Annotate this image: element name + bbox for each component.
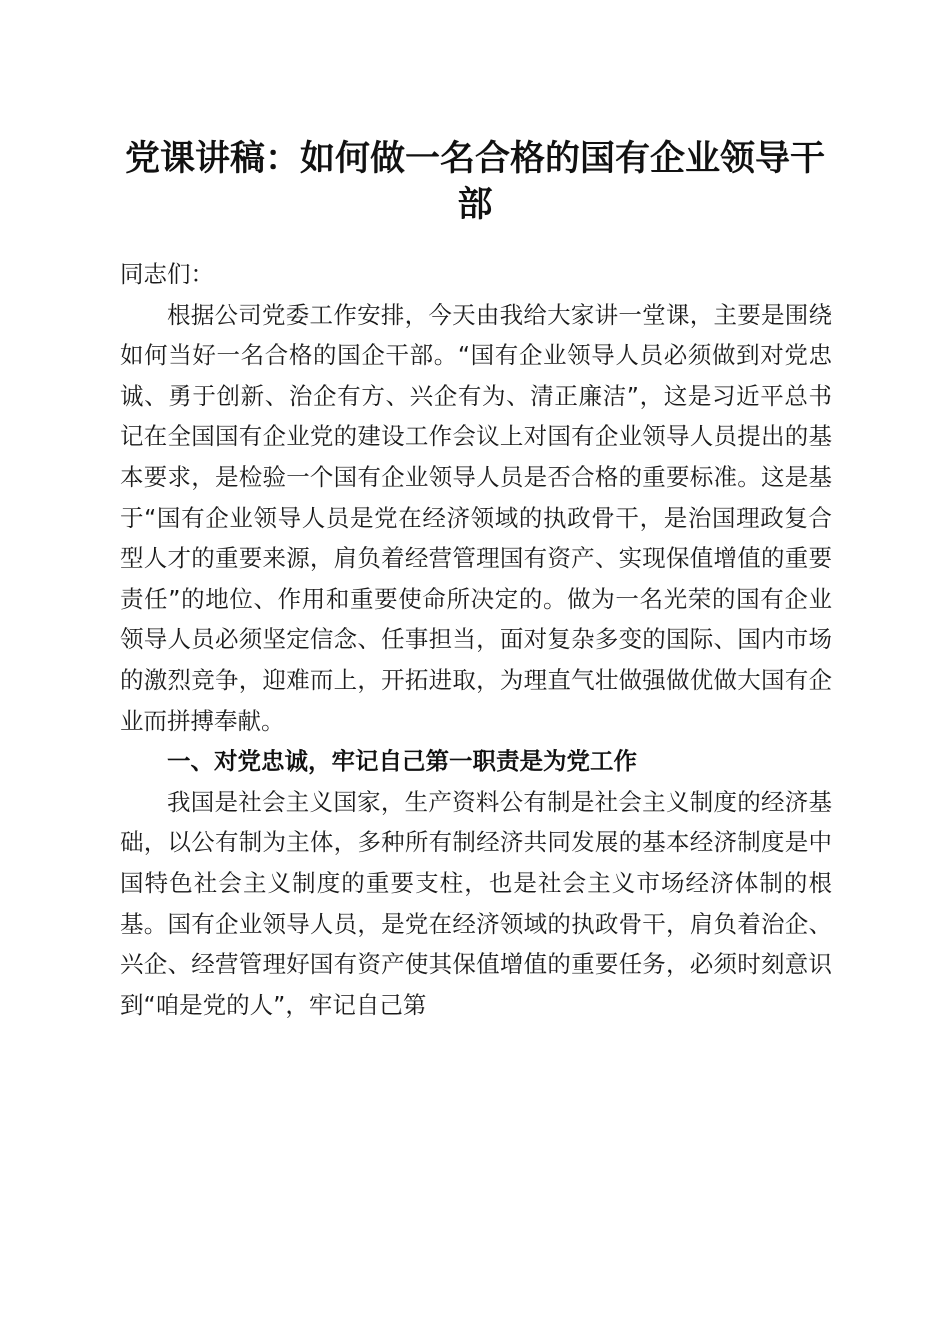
document-body (120, 254, 832, 1025)
section-paragraph: 我国是社会主义国家，生产资料公有制是社会主义制度的经济基础，以公有制为主体，多种所有制经济共同发展的基本经济制度是中国特色社会主义制度的重要支柱，也是社会主义市场经济体制的根基。国有企业领导人员，是党在经济领域的执政骨干，肩负着治企、兴企、经营管理好国有资产使其保值增值的重要任务，必须时刻意识到“咱是党的人”，牢记自己第 (120, 787, 832, 1019)
section-heading: 一、对党忠诚，牢记自己第一职责是为党工作 (167, 747, 637, 776)
intro-paragraph: 根据公司党委工作安排，今天由我给大家讲一堂课，主要是围绕如何当好一名合格的国企干部。“国有企业领导人员必须做到对党忠诚、勇于创新、治企有方、兴企有为、清正廉洁”，这是习近平总书记在全国国有企业党的建设工作会议上对国有企业领导人员提出的基本要求，是检验一个国有企业领导人员是否合格的重要标准。这是基于“国有企业领导人员是党在经济领域的执政骨干，是治国理政复合型人才的重要来源，肩负着经营管理国有资产、实现保值增值的重要责任”的地位、作用和重要使命所决定的。做为一名光荣的国有企业领导人员必须坚定信念、任事担当，面对复杂多变的国际、国内市场的激烈竞争，迎难而上，开拓进取，为理直气壮做强做优做大国有企业而拼搏奉献。 (120, 300, 832, 735)
salutation: 同志们： (120, 260, 214, 288)
document-title: 党课讲稿：如何做一名合格的国有企业领导干部 (124, 138, 825, 225)
